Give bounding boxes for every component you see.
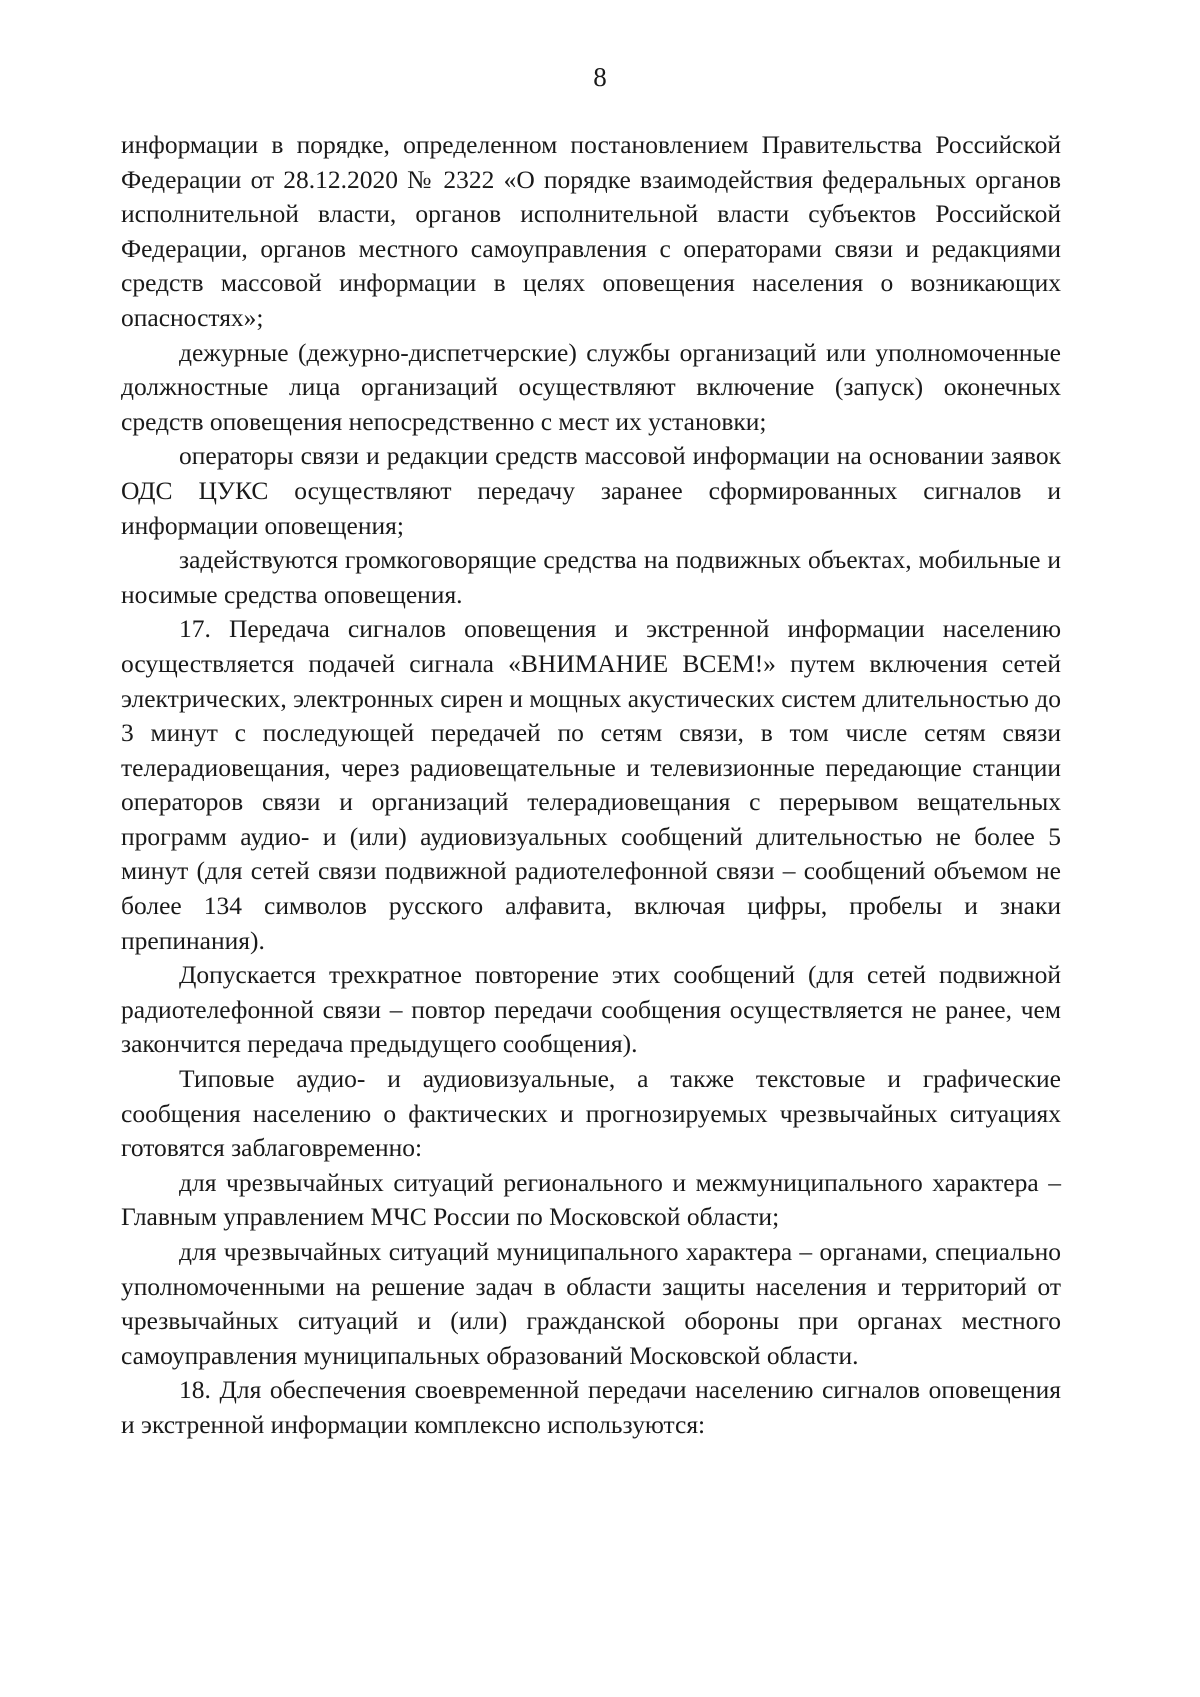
paragraph-duty-services: дежурные (дежурно-диспетчерские) службы организаций или уполномоченные должностные лица организаций осуществляют включение (запуск) оконечных средств оповещения непосредственно с мест их установки;: [121, 337, 1061, 436]
paragraph-repetition: Допускается трехкратное повторение этих сообщений (для сетей подвижной радиотелефонной связи – повтор передачи сообщения осуществляется не ранее, чем закончится передача предыдущего сообщения).: [121, 960, 1061, 1059]
paragraph-municipal: для чрезвычайных ситуаций муниципального характера – органами, специально уполномоченными на решение задач в области защиты населения и территорий от чрезвычайных ситуаций и (или) гражданской обороны при органах местного самоуправления муниципальных образований Московской области.: [121, 1237, 1061, 1370]
paragraph-item-17: 17. Передача сигналов оповещения и экстренной информации населению осуществляется подачей сигнала «ВНИМАНИЕ ВСЕМ!» путем включения сетей электрических, электронных сирен и мощных акустических систем длительностью до 3 минут с последующей передачей по сетям связи, в том числе сетям связи телерадиовещания, через радиовещательные и телевизионные передающие станции операторов связи и организаций телерадиовещания с перерывом вещательных программ аудио- и (или) аудиовизуальных сообщений длительностью не более 5 минут (для сетей связи подвижной радиотелефонной связи – сообщений объемом не более 134 символов русского алфавита, включая цифры, пробелы и знаки препинания).: [121, 614, 1061, 955]
paragraph-typical-messages: Типовые аудио- и аудиовизуальные, а также текстовые и графические сообщения населению о фактических и прогнозируемых чрезвычайных ситуациях готовятся заблаговременно:: [121, 1064, 1061, 1163]
page-number: 8: [593, 62, 607, 92]
paragraph-item-18: 18. Для обеспечения своевременной передачи населению сигналов оповещения и экстренной информации комплексно используются:: [121, 1375, 1061, 1439]
paragraph-continuation: информации в порядке, определенном постановлением Правительства Российской Федерации от 28.12.2020 № 2322 «О порядке взаимодействия федеральных органов исполнительной власти, органов исполнительной власти субъектов Российской Федерации, органов местного самоуправления с операторами связи и редакциями средств массовой информации в целях оповещения населения о возникающих опасностях»;: [121, 130, 1061, 332]
paragraph-loudspeakers: задействуются громкоговорящие средства на подвижных объектах, мобильные и носимые средства оповещения.: [121, 545, 1061, 609]
paragraph-regional: для чрезвычайных ситуаций регионального и межмуниципального характера – Главным управлением МЧС России по Московской области;: [121, 1167, 1061, 1232]
body-text: [121, 128, 1061, 1443]
paragraph-operators: операторы связи и редакции средств массовой информации на основании заявок ОДС ЦУКС осуществляют передачу заранее сформированных сигналов и информации оповещения;: [121, 441, 1061, 540]
